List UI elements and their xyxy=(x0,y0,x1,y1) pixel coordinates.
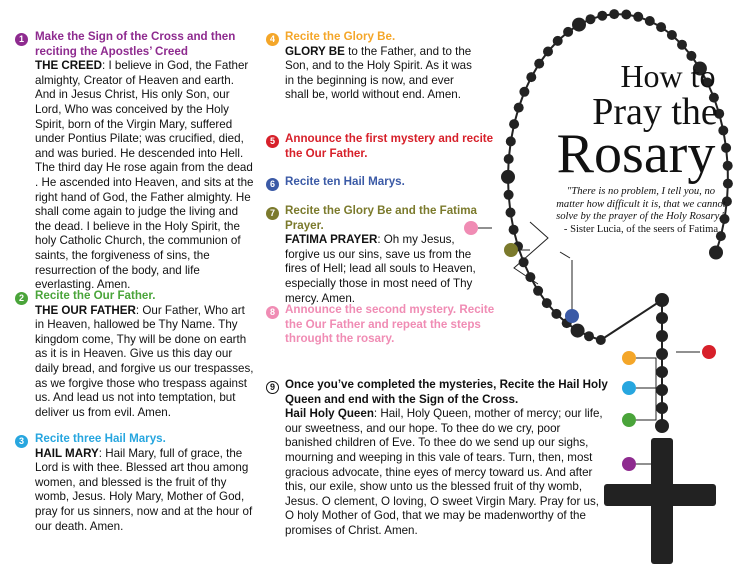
step-heading-1: Make the Sign of the Cross and then reciting the Apostles’ Creed xyxy=(35,30,236,58)
rosary-bead xyxy=(655,419,669,433)
rosary-bead xyxy=(519,87,529,97)
rosary-bead xyxy=(542,298,552,308)
prayer-label-hail-mary: HAIL MARY xyxy=(35,446,99,460)
step-number-badge-6: 6 xyxy=(266,178,279,191)
rosary-bead xyxy=(597,11,607,21)
rosary-bead xyxy=(677,40,687,50)
prayer-label-hail-holy-queen: Hail Holy Queen xyxy=(285,407,374,421)
prayer-text-hail-mary: : Hail Mary, full of grace, the Lord is with thee. Blessed art thou among women, and blessed is the fruit of thy womb, Jesus. Holy Mary, Mother of God, pray for us sinners, now and at the hour of our death. Amen. xyxy=(35,446,253,533)
prayer-text-creed: : I believe in God, the Father almighty, Creator of Heaven and earth. And in Jesus Christ, His only Son, our Lord, Who was conceived by the Holy Spirit, born of the Virgin Mary, suffered under Pontius Pilate; was crucified, died, and was buried. He descended into Hell. The third day He rose again from the dead . He ascended into Heaven, and sits at the right hand of God, the Father almighty. He shall come again to judge the living and the dead. I believe in the Holy Spirit, the holy Catholic Church, the communion of saints, the forgiveness of sins, the resurrection of the body, and life everlasting. Amen. xyxy=(35,59,254,292)
step-number-badge-4: 4 xyxy=(266,33,279,46)
prayer-text-fatima: : Oh my Jesus, forgive us our sins, save us from the fires of Hell; lead all souls to Heaven, especially those in most need of Thy mercy. Amen. xyxy=(285,233,476,305)
quote xyxy=(555,186,727,236)
rosary-bead xyxy=(656,312,668,324)
crucifix-icon xyxy=(604,438,716,564)
rosary-bead xyxy=(543,47,553,57)
step-3 xyxy=(35,432,257,534)
step-heading-4: Recite the Glory Be. xyxy=(285,30,396,43)
prayer-text-hail-holy-queen: : Hail, Holy Queen, mother of mercy; our life, our sweetness, and our hope. To thee do we cry, poor banished children of Eve. To thee do we send up our sighs, mourning and weeping in this vale of tears. Turn, then, most gracious advocate, thine eyes of mercy toward us. And after this, our exile, show unto us the blessed fruit of thy womb, Jesus. O clement, O loving, O sweet Virgin Mary. Pray for us, O holy Mother of God, that we may be madenworthy of the promises of Christ. Amen. xyxy=(285,407,603,537)
title-line-3: Rosary xyxy=(556,123,716,185)
step-number-badge-3: 3 xyxy=(15,435,28,448)
prayer-label-creed: THE CREED xyxy=(35,59,102,73)
rosary-bead xyxy=(709,246,723,260)
rosary-bead xyxy=(509,225,519,235)
prayer-label-fatima: FATIMA PRAYER xyxy=(285,233,378,247)
rosary-bead xyxy=(621,10,631,20)
step-heading-8: Announce the second mystery. Recite the Our Father and repeat the steps throught the rosary. xyxy=(285,303,495,346)
prayer-text-glory-be: to the Father, and to the Son, and to the Holy Spirit. As it was in the beginning is now, and ever shall be, world without end. Amen. xyxy=(285,44,472,102)
prayer-label-glory-be: GLORY BE xyxy=(285,44,345,58)
step-5 xyxy=(285,132,507,161)
rosary-bead xyxy=(667,30,677,40)
step-heading-6: Recite ten Hail Marys. xyxy=(285,175,405,188)
rosary-bead xyxy=(586,14,596,24)
step-heading-9: Once you’ve completed the mysteries, Recite the Hail Holy Queen and end with the Sign of the Cross. xyxy=(285,378,608,406)
step-heading-5: Announce the first mystery and recite the Our Father. xyxy=(285,132,494,160)
rosary-bead xyxy=(563,27,573,37)
rosary-bead xyxy=(609,9,619,19)
rosary-bead xyxy=(506,208,516,218)
rosary-bead xyxy=(645,16,655,26)
rosary-bead xyxy=(656,348,668,360)
step-number-badge-5: 5 xyxy=(266,135,279,148)
rosary-bead xyxy=(571,324,585,338)
rosary-bead xyxy=(655,293,669,307)
step-4 xyxy=(285,30,477,103)
rosary-bead xyxy=(533,286,543,296)
rosary-bead xyxy=(584,331,594,341)
rosary-bead xyxy=(551,309,561,319)
rosary-bead xyxy=(656,330,668,342)
quote-attribution: - Sister Lucia, of the seers of Fatima xyxy=(563,223,719,235)
prayer-label-our-father: THE OUR FATHER xyxy=(35,303,136,317)
step-heading-7: Recite the Glory Be and the Fatima Prayer. xyxy=(285,204,477,232)
step-number-badge-8: 8 xyxy=(266,306,279,319)
step-9 xyxy=(285,378,609,539)
step-heading-2: Recite the Our Father. xyxy=(35,289,156,302)
rosary-bead xyxy=(633,12,643,22)
step-number-badge-1: 1 xyxy=(15,33,28,46)
rosary-bead xyxy=(656,22,666,32)
step-number-badge-7: 7 xyxy=(266,207,279,220)
step-8 xyxy=(285,303,507,347)
step-7 xyxy=(285,204,491,306)
rosary-bead xyxy=(656,402,668,414)
rosary-bead xyxy=(526,72,536,82)
rosary-bead xyxy=(504,190,514,200)
step-number-badge-9: 9 xyxy=(266,381,279,394)
rosary-bead xyxy=(656,366,668,378)
step-2 xyxy=(35,289,257,420)
step-6 xyxy=(285,175,507,190)
rosary-bead xyxy=(509,119,519,129)
quote-text: "There is no problem, I tell you, no matter how difficult it is, that we cannot solve by the prayer of the Holy Rosary." xyxy=(556,186,726,223)
step-heading-3: Recite three Hail Marys. xyxy=(35,432,166,445)
rosary-bead xyxy=(656,384,668,396)
rosary-bead xyxy=(534,59,544,69)
prayer-text-our-father: : Our Father, Who art in Heaven, hallowed be Thy Name. Thy kingdom come, Thy will be done on earth as it is in Heaven. Give us this day our daily bread, and forgive us our trespasses, as we forgive those who trespass against us. And lead us not into temptation, but deliver us from evil. Amen. xyxy=(35,303,254,419)
title-line-1: How to xyxy=(620,58,716,94)
title-line-2: Pray the xyxy=(592,91,718,133)
step-1 xyxy=(35,30,257,293)
rosary-bead xyxy=(553,36,563,46)
rosary-bead xyxy=(596,335,606,345)
rosary-bead xyxy=(514,103,524,113)
rosary-bead xyxy=(506,136,516,146)
step-number-badge-2: 2 xyxy=(15,292,28,305)
rosary-bead xyxy=(572,18,586,32)
